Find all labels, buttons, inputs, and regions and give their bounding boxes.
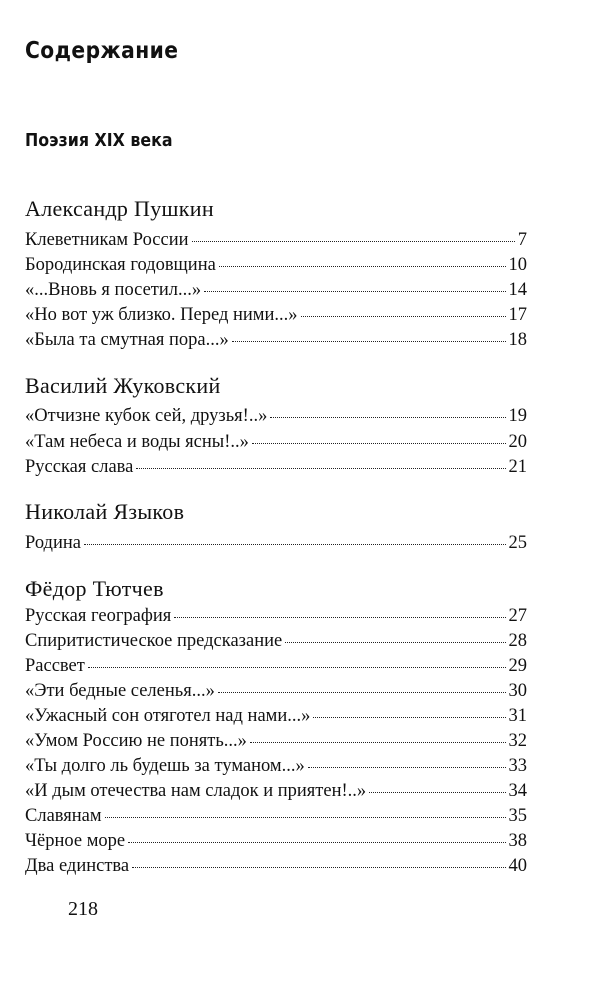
entry-page: 30 xyxy=(508,681,527,701)
dot-leader xyxy=(132,866,505,868)
dot-leader xyxy=(128,841,505,843)
toc-entry xyxy=(25,681,527,705)
toc-title: Содержание xyxy=(25,38,179,64)
toc-entry xyxy=(25,255,527,279)
dot-leader xyxy=(252,442,506,444)
entry-page: 18 xyxy=(508,330,527,350)
dot-leader xyxy=(301,315,506,317)
author-name: Александр Пушкин xyxy=(25,196,214,221)
toc-entry xyxy=(25,806,527,830)
entry-page: 20 xyxy=(508,432,527,452)
dot-leader xyxy=(232,340,506,342)
entry-page: 29 xyxy=(508,656,527,676)
entry-title: «Эти бедные селенья...» xyxy=(25,681,215,701)
entry-title: «Отчизне кубок сей, друзья!..» xyxy=(25,406,268,426)
toc-entry xyxy=(25,457,527,481)
entry-title: «Там небеса и воды ясны!..» xyxy=(25,432,249,452)
toc-entry xyxy=(25,656,527,680)
toc-entry xyxy=(25,606,527,630)
entry-title: Рассвет xyxy=(25,656,85,676)
entry-page: 21 xyxy=(508,457,527,477)
toc-entry xyxy=(25,432,527,456)
toc-entry xyxy=(25,706,527,730)
entry-title: Два единства xyxy=(25,856,130,876)
page-number: 218 xyxy=(68,898,98,920)
entry-title: Спиритистическое предсказание xyxy=(25,631,283,651)
entry-title: Русская слава xyxy=(25,457,134,477)
dot-leader xyxy=(88,666,506,668)
entry-title: «Но вот уж близко. Перед ними...» xyxy=(25,305,298,325)
entry-page: 40 xyxy=(508,856,527,876)
entry-page: 27 xyxy=(508,606,527,626)
entry-title: «Ты долго ль будешь за туманом...» xyxy=(25,756,305,776)
entry-page: 33 xyxy=(508,756,527,776)
entry-title: «Умом Россию не понять...» xyxy=(25,731,247,751)
dot-leader xyxy=(250,741,506,743)
entry-page: 25 xyxy=(508,533,527,553)
toc-entry xyxy=(25,831,527,855)
toc-entry xyxy=(25,230,527,254)
entry-title: Бородинская годовщина xyxy=(25,255,216,275)
entry-page: 19 xyxy=(508,406,527,426)
entry-title: Русская география xyxy=(25,606,172,626)
entry-page: 17 xyxy=(508,305,527,325)
dot-leader xyxy=(270,416,505,418)
toc-entry xyxy=(25,756,527,780)
entry-title: Клеветникам России xyxy=(25,230,189,250)
section-title: Поэзия XIX века xyxy=(25,130,173,151)
toc-entry xyxy=(25,533,527,557)
author-name: Василий Жуковский xyxy=(25,373,221,398)
entry-title: Славянам xyxy=(25,806,102,826)
dot-leader xyxy=(308,766,506,768)
entry-page: 7 xyxy=(517,230,527,250)
entry-title: Чёрное море xyxy=(25,831,126,851)
toc-entry xyxy=(25,406,527,430)
dot-leader xyxy=(204,290,505,292)
dot-leader xyxy=(105,816,506,818)
dot-leader xyxy=(218,691,506,693)
entry-page: 32 xyxy=(508,731,527,751)
entry-title: «Была та смутная пора...» xyxy=(25,330,229,350)
toc-entry xyxy=(25,731,527,755)
toc-entry xyxy=(25,631,527,655)
toc-entry xyxy=(25,330,527,354)
dot-leader xyxy=(369,791,505,793)
toc-entry xyxy=(25,856,527,880)
dot-leader xyxy=(136,467,505,469)
dot-leader xyxy=(313,716,505,718)
entry-title: Родина xyxy=(25,533,81,553)
toc-entry xyxy=(25,305,527,329)
entry-page: 34 xyxy=(508,781,527,801)
entry-page: 38 xyxy=(508,831,527,851)
entry-page: 35 xyxy=(508,806,527,826)
dot-leader xyxy=(174,616,505,618)
entry-title: «...Вновь я посетил...» xyxy=(25,280,202,300)
entry-page: 28 xyxy=(508,631,527,651)
entry-page: 31 xyxy=(508,706,527,726)
entry-page: 10 xyxy=(508,255,527,275)
dot-leader xyxy=(285,641,505,643)
toc-entry xyxy=(25,280,527,304)
dot-leader xyxy=(84,543,506,545)
entry-title: «И дым отечества нам сладок и приятен!..» xyxy=(25,781,367,801)
dot-leader xyxy=(192,240,515,242)
entry-page: 14 xyxy=(508,280,527,300)
author-name: Фёдор Тютчев xyxy=(25,576,164,601)
author-name: Николай Языков xyxy=(25,499,185,524)
entry-title: «Ужасный сон отяготел над нами...» xyxy=(25,706,311,726)
toc-entry xyxy=(25,781,527,805)
dot-leader xyxy=(219,265,506,267)
